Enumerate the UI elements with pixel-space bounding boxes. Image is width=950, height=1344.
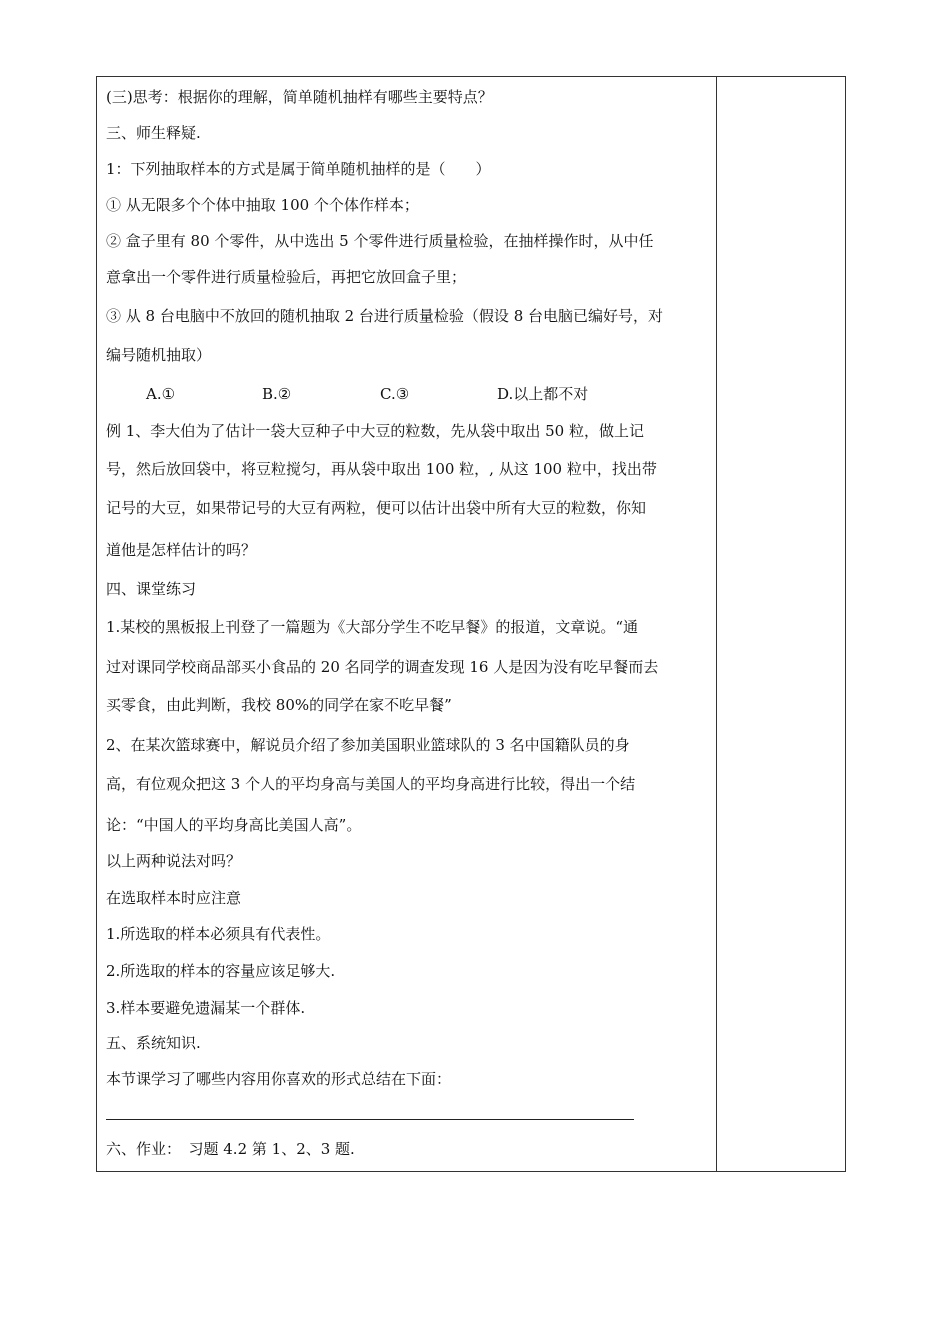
option-2-cont: 意拿出一个零件进行质量检验后，再把它放回盒子里； — [106, 268, 467, 286]
thinking-question: (三)思考：根据你的理解，简单随机抽样有哪些主要特点？ — [106, 88, 493, 106]
section-heading: 五、系统知识. — [106, 1034, 201, 1052]
choice-b: B.② — [262, 385, 292, 403]
exercise-1-line2: 过对课同学校商品部买小食品的 20 名同学的调查发现 16 人是因为没有吃早餐而去 — [106, 658, 659, 676]
question-1: 1：下列抽取样本的方式是属于简单随机抽样的是（ ） — [106, 160, 491, 178]
exercise-2-line2: 高，有位观众把这 3 个人的平均身高与美国人的平均身高进行比较，得出一个结 — [106, 775, 636, 793]
choice-c: C.③ — [380, 385, 410, 403]
example-1-line2: 号，然后放回袋中，将豆粒搅匀，再从袋中取出 100 粒，, 从这 100 粒中，找出带 — [106, 460, 657, 478]
exercise-1: 1.某校的黑板报上刊登了一篇题为《大部分学生不吃早餐》的报道，文章说。“通 — [106, 618, 638, 636]
choice-a: A.① — [146, 385, 176, 403]
answer-line — [106, 1119, 634, 1120]
discussion-question: 以上两种说法对吗？ — [106, 852, 242, 870]
example-1-line4: 道他是怎样估计的吗？ — [106, 541, 257, 559]
column-divider — [716, 76, 717, 1172]
exercise-2: 2、在某次篮球赛中，解说员介绍了参加美国职业篮球队的 3 名中国籍队员的身 — [106, 736, 630, 754]
section-heading: 四、课堂练习 — [106, 580, 197, 598]
note-1: 1.所选取的样本必须具有代表性。 — [106, 925, 331, 943]
example-1-line3: 记号的大豆，如果带记号的大豆有两粒，便可以估计出袋中所有大豆的粒数，你知 — [106, 499, 647, 517]
option-3: ③ 从 8 台电脑中不放回的随机抽取 2 台进行质量检验（假设 8 台电脑已编好号，对 — [106, 307, 664, 325]
example-1: 例 1、李大伯为了估计一袋大豆种子中大豆的粒数，先从袋中取出 50 粒，做上记 — [106, 422, 644, 440]
notes-heading: 在选取样本时应注意 — [106, 889, 242, 907]
exercise-2-line3: 论：“中国人的平均身高比美国人高”。 — [106, 816, 362, 834]
option-1: ① 从无限多个个体中抽取 100 个个体作样本； — [106, 196, 419, 214]
note-3: 3.样本要避免遗漏某一个群体. — [106, 999, 306, 1017]
choice-d: D.以上都不对 — [497, 385, 589, 403]
note-2: 2.所选取的样本的容量应该足够大. — [106, 962, 336, 980]
exercise-1-line3: 买零食，由此判断，我校 80%的同学在家不吃早餐” — [106, 696, 452, 714]
section-heading: 三、师生释疑. — [106, 124, 201, 142]
homework: 六、作业： 习题 4.2 第 1、2、3 题. — [106, 1140, 355, 1158]
option-3-cont: 编号随机抽取） — [106, 346, 212, 364]
option-2: ② 盒子里有 80 个零件，从中选出 5 个零件进行质量检验，在抽样操作时，从中任 — [106, 232, 654, 250]
summary-prompt: 本节课学习了哪些内容用你喜欢的形式总结在下面： — [106, 1070, 452, 1088]
